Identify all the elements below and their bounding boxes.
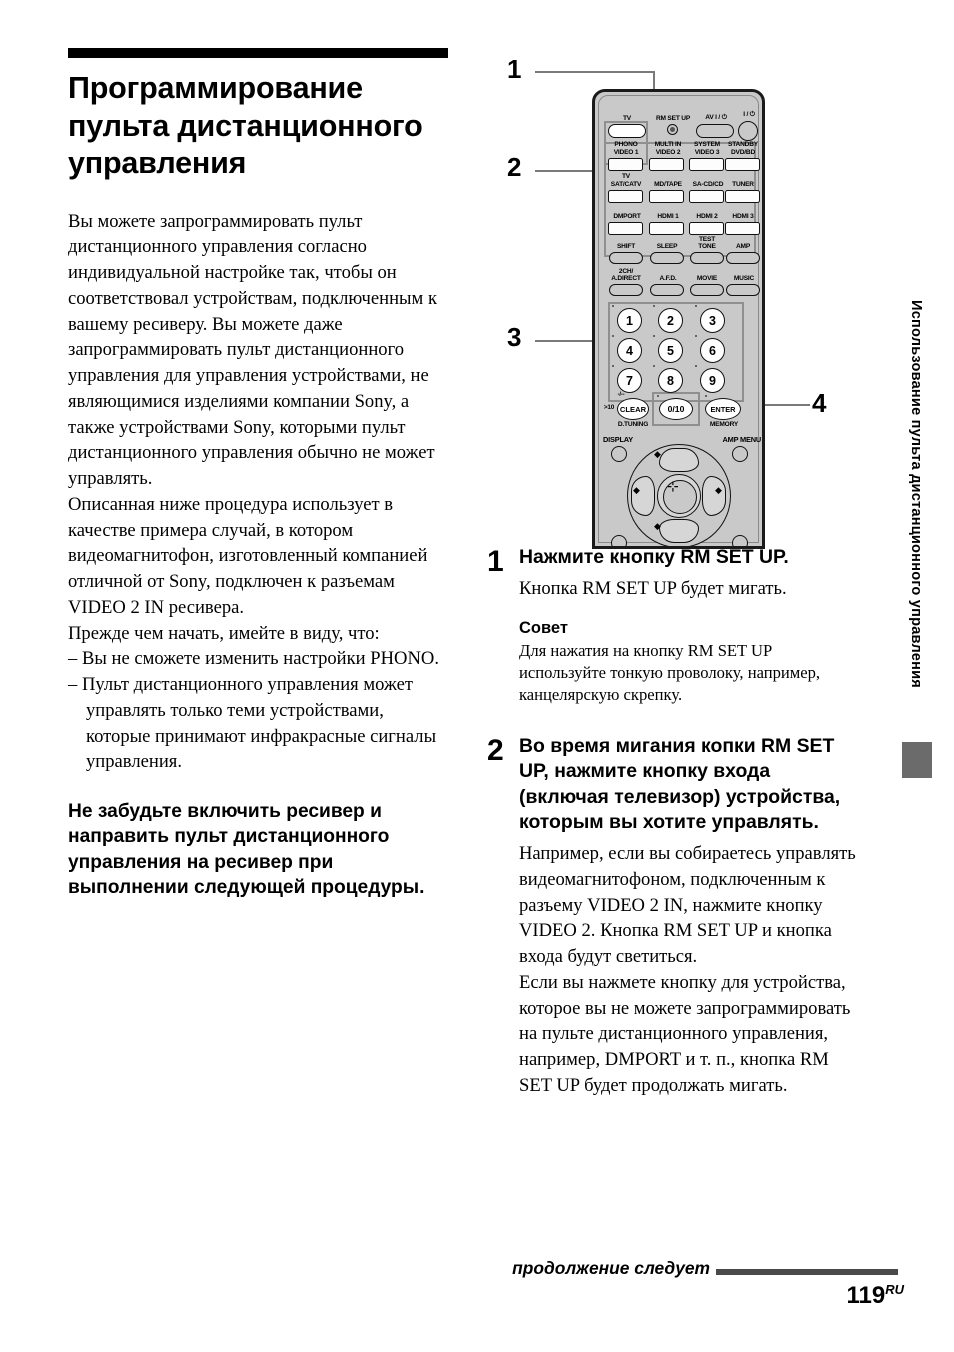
step-1-number: 1 [487,545,504,578]
dpad-down-arrow[interactable] [659,519,699,543]
label-tuner: TUNER [732,181,754,188]
page-number-value: 119 [846,1282,886,1309]
keypad-dot-3 [695,305,697,307]
button-video-3[interactable] [689,158,724,171]
button-num-8[interactable]: 8 [658,368,683,393]
button-movie[interactable] [690,284,724,296]
callout-3: 3 [507,322,522,352]
label-dash: -/-- [617,392,625,398]
step-1-tip-heading: Совет [519,618,568,637]
dpad-down-icon: ◆ [654,522,661,532]
label-hdmi-1: HDMI 1 [657,213,679,220]
intro-paragraph-1: Вы можете запрограммировать пульт дистанционного управления согласно индивидуальной настройке так, чтобы он соответствовал устройствам, подключенным к вашему ресиверу. Вы можете даже запрограммировать пульт дистанционного управления для управления устройствами, не являющимися изделиями компании Sony, а также устройствами Sony, которыми пульт дистанционного управления обычно не может управлять. [68,210,437,489]
button-hdmi-3[interactable] [725,222,760,235]
page-number-suffix: RU [885,1282,904,1297]
label-multi-in: MULTI IN [654,141,682,148]
keypad-dot-6 [695,335,697,337]
step-1-text: Кнопка RM SET UP будет мигать. [519,578,787,600]
dpad-up-arrow[interactable] [659,448,699,472]
remote-control-diagram [487,52,907,542]
dpad-center-icon: ⊹ [667,479,679,495]
continues-rule [716,1269,898,1275]
keypad-dot-9 [695,365,697,367]
keypad-dot-7 [612,365,614,367]
intro-bullet-1: – Вы не сможете изменить настройки PHONO. [68,648,439,670]
page-footer [0,1258,954,1318]
keypad-dot-1 [612,305,614,307]
button-amp-menu[interactable] [732,446,748,462]
step-2-heading: Во время мигания копки RM SET UP, нажмите кнопку входа (включая телевизор) устройства, которым вы хотите управлять. [519,735,841,833]
callout-2: 2 [507,152,522,182]
button-hdmi-2[interactable] [689,222,724,235]
keypad-dot-4 [612,335,614,337]
label-sa-cd-cd: SA-CD/CD [692,181,724,188]
label-dvd-bd: DVD/BD [730,149,756,156]
button-num-4[interactable]: 4 [617,338,642,363]
step-2-body [519,734,857,1098]
label-tv: TV [622,115,632,122]
leader-line-4 [762,404,810,406]
dpad-left-icon: ◆ [633,486,640,496]
dpad-center-button[interactable] [657,474,701,518]
remote-control-body [592,89,765,549]
label-afd: A.F.D. [659,275,677,282]
label-amp: AMP [735,243,751,250]
label-shift: SHIFT [616,243,636,250]
side-tab-label: Использование пульта дистанционного управления [908,300,924,689]
button-num-9[interactable]: 9 [700,368,725,393]
button-num-5[interactable]: 5 [658,338,683,363]
step-2 [487,734,857,1098]
button-test-tone[interactable] [690,252,724,264]
keypad-dot-0 [657,395,659,397]
label-tv-second: TV [621,173,631,180]
keypad-dot-enter [705,395,707,397]
button-num-2[interactable]: 2 [658,308,683,333]
dpad-up-icon: ◆ [654,450,661,460]
dpad-right-arrow[interactable] [702,476,726,516]
step-1-body [519,545,857,706]
label-2ch: 2CH/ [618,268,634,275]
label-a-direct: A.DIRECT [611,275,641,282]
step-2-text-2: Если вы нажмете кнопку для устройства, которое вы не можете запрограммировать на пульте дистанционного управления, например, DMPORT и т. п., кнопка RM SET UP будет продолжать мигать. [519,971,851,1096]
right-column [487,545,857,1101]
keypad-dot-2 [653,305,655,307]
label-video-3: VIDEO 3 [694,149,720,156]
label-phono: PHONO [614,141,638,148]
step-2-text-1: Например, если вы собираетесь управлять видеомагнитофоном, подключенным к разъему VIDEO 2 IN, нажмите кнопку VIDEO 2. Кнопка RM SET UP и кнопка входа будут светиться. [519,843,856,968]
page-title: Программирование пульта дистанционного управления [68,71,423,180]
label-md-tape: MD/TAPE [654,181,682,188]
label-video-1: VIDEO 1 [613,149,639,156]
dpad-right-icon: ◆ [715,486,722,496]
button-dmport[interactable] [608,222,643,235]
label-d-tuning: D.TUNING [617,421,649,428]
button-zero-ten[interactable]: 0/10 [659,398,693,420]
label-memory: MEMORY [709,421,739,428]
button-clear[interactable]: CLEAR [617,398,649,420]
label-system: SYSTEM [694,141,720,148]
button-num-3[interactable]: 3 [700,308,725,333]
label-dmport: DMPORT [613,213,641,220]
intro-bold-note: Не забудьте включить ресивер и направить пульт дистанционного управления на ресивер при выполнении следующей процедуры. [68,801,425,899]
label-video-2: VIDEO 2 [655,149,681,156]
label-display: DISPLAY [603,435,633,444]
button-sleep[interactable] [650,252,684,264]
button-multi-in-video-2[interactable] [649,158,684,171]
button-hdmi-1[interactable] [649,222,684,235]
dpad-left-arrow[interactable] [631,476,655,516]
button-md-tape[interactable] [649,190,684,203]
button-rm-set-up[interactable] [667,124,678,135]
button-num-7[interactable]: 7 [617,368,642,393]
button-num-1[interactable]: 1 [617,308,642,333]
button-a-direct[interactable] [609,284,643,296]
step-2-number: 2 [487,734,504,768]
button-dvd-bd[interactable] [725,158,760,171]
button-sa-cd-cd[interactable] [689,190,724,203]
label-sleep: SLEEP [656,243,678,250]
step-1-heading: Нажмите кнопку RM SET UP. [519,546,789,568]
button-amp[interactable] [726,252,760,264]
button-shift[interactable] [609,252,643,264]
label-hdmi-2: HDMI 2 [696,213,718,220]
dpad-ring[interactable] [627,444,731,548]
button-afd[interactable] [650,284,684,296]
page-number [847,1282,905,1310]
label-tone: TONE [698,243,716,250]
label-movie: MOVIE [696,275,718,282]
button-main-power[interactable] [738,121,758,141]
intro-bullet-2: – Пульт дистанционного управления может управлять только теми устройствами, которые принимают инфракрасные сигналы управления. [68,674,437,773]
button-num-6[interactable]: 6 [700,338,725,363]
keypad-dot-8 [653,365,655,367]
keypad-dot-5 [653,335,655,337]
button-enter[interactable]: ENTER [705,398,741,420]
leader-line-1 [535,71,655,73]
title-rule [68,48,448,58]
callout-1: 1 [507,54,522,84]
label-hdmi-3: HDMI 3 [732,213,754,220]
label-amp-menu: AMP MENU [722,435,761,444]
button-music[interactable] [726,284,760,296]
left-column [68,48,450,900]
label-music: MUSIC [733,275,755,282]
step-1 [487,545,857,706]
intro-paragraph-3: Прежде чем начать, имейте в виду, что: [68,622,380,644]
label-sat-catv: SAT/CATV [610,181,642,188]
button-av-power[interactable] [696,124,734,138]
label-main-power: I / ⏻ [743,111,755,118]
button-tuner[interactable] [725,190,760,203]
callout-4: 4 [812,388,827,418]
label-av-power: AV I / ⏻ [705,114,727,121]
step-1-tip-text: Для нажатия на кнопку RM SET UP используйте тонкую проволоку, например, канцелярскую скрепку. [519,640,821,705]
continues-label: продолжение следует [512,1258,710,1278]
label-standby: STANDBY [728,141,758,148]
label-rm-set-up: RM SET UP [655,115,691,122]
button-phono-video-1[interactable] [608,158,643,171]
button-display[interactable] [611,446,627,462]
intro-paragraph-2: Описанная ниже процедура использует в качестве примера случай, в котором видеомагнитофон, изготовленный компанией отличной от Sony, подключен к разъемам VIDEO 2 IN ресивера. [68,493,428,618]
button-sat-catv[interactable] [608,190,643,203]
label-test: TEST [698,236,716,243]
label-gt10: >10 [603,404,615,411]
